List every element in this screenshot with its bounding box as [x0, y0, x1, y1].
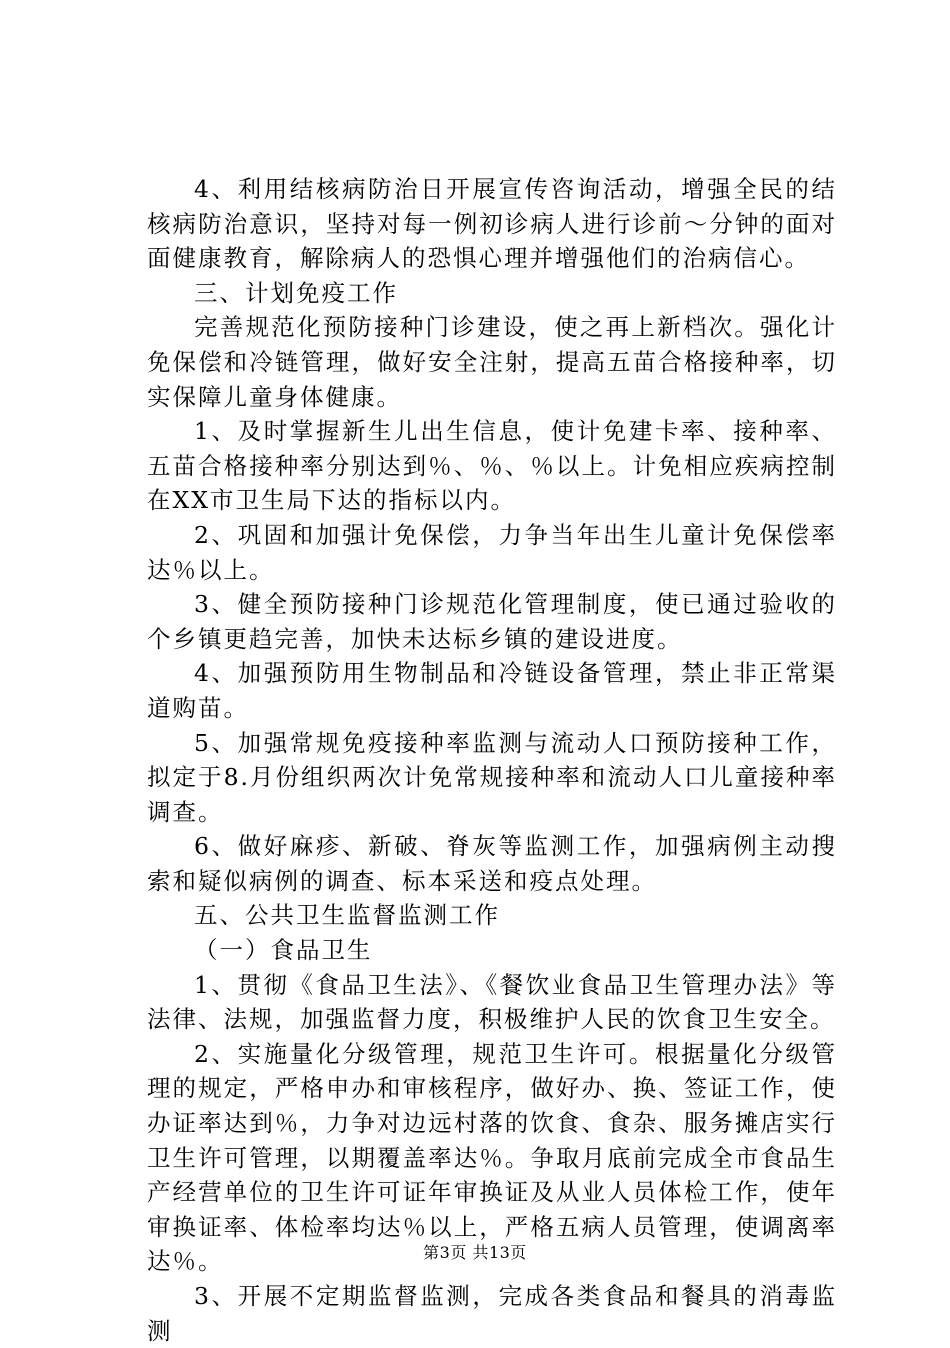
paragraph-immunization-intro: 完善规范化预防接种门诊建设，使之再上新档次。强化计免保偿和冷链管理，做好安全注射，提高五苗合格接种率，切实保障儿童身体健康。	[147, 313, 837, 411]
paragraph-item-5: 5、加强常规免疫接种率监测与流动人口预防接种工作，拟定于8.月份组织两次计免常规接种率和流动人口儿童接种率调查。	[147, 728, 837, 826]
paragraph-item-1: 1、及时掌握新生儿出生信息，使计免建卡率、接种率、五苗合格接种率分别达到％、％、％以上。计免相应疾病控制在XX市卫生局下达的指标以内。	[147, 417, 837, 515]
paragraph-food-item-1: 1、贯彻《食品卫生法》、《餐饮业食品卫生管理办法》等法律、法规，加强监督力度，积极维护人民的饮食卫生安全。	[147, 970, 837, 1034]
paragraph-tb-education: 4、利用结核病防治日开展宣传咨询活动，增强全民的结核病防治意识，坚持对每一例初诊病人进行诊前～分钟的面对面健康教育，解除病人的恐惧心理并增强他们的治病信心。	[147, 175, 837, 273]
subsection-heading-food-hygiene: （一）食品卫生	[194, 936, 373, 965]
section-heading-immunization: 三、计划免疫工作	[194, 278, 398, 307]
section-heading-public-health: 五、公共卫生监督监测工作	[194, 901, 500, 930]
paragraph-item-4: 4、加强预防用生物制品和冷链设备管理，禁止非正常渠道购苗。	[147, 659, 837, 722]
paragraph-food-item-3: 3、开展不定期监督监测，完成各类食品和餐具的消毒监测	[147, 1282, 837, 1345]
paragraph-food-item-2: 2、实施量化分级管理，规范卫生许可。根据量化分级管理的规定，严格申办和审核程序，做好办、换、签证工作，使办证率达到％，力争对边远村落的饮食、食杂、服务摊店实行卫生许可管理，以期覆盖率达％。争取月底前完成全市食品生产经营单位的卫生许可证年审换证及从业人员体检工作，使年审换证率、体检率均达％以上，严格五病人员管理，使调离率达％。	[147, 1039, 837, 1276]
paragraph-item-2: 2、巩固和加强计免保偿，力争当年出生儿童计免保偿率达％以上。	[147, 520, 837, 584]
paragraph-item-3: 3、健全预防接种门诊规范化管理制度，使已通过验收的个乡镇更趋完善，加快未达标乡镇的建设进度。	[147, 590, 837, 653]
paragraph-item-6: 6、做好麻疹、新破、脊灰等监测工作，加强病例主动搜索和疑似病例的调查、标本采送和疫点处理。	[147, 832, 837, 895]
document-body	[147, 172, 837, 1348]
page-number-footer: 第3页 共13页	[423, 1243, 527, 1262]
